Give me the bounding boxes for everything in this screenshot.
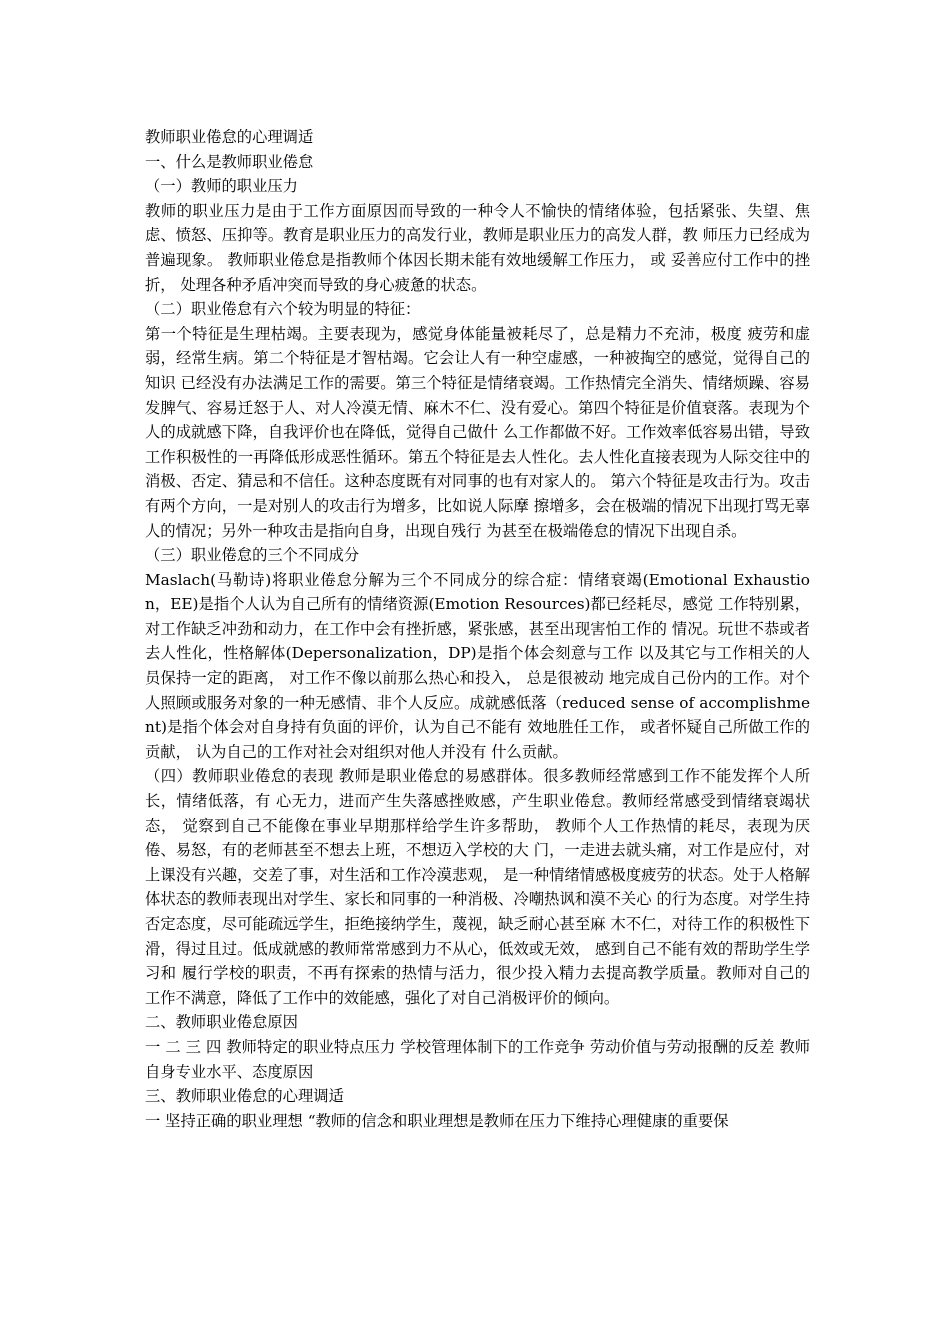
paragraph-three-components: Maslach(马勒诗)将职业倦怠分解为三个不同成分的综合症：情绪衰竭(Emotional Exhaustion，EE)是指个人认为自己所有的情绪资源(Emotion Resources)都已经耗尽，感觉 工作特别累，对工作缺乏冲劲和动力，在工作中会有挫折感，紧张感，甚至出现害怕工作的 情况。玩世不恭或者去人性化，性格解体(Depersonalization，DP)是指个体会刻意与工作 以及其它与工作相关的人员保持一定的距离， 对工作不像以前那么热心和投入， 总是很被动 地完成自己份内的工作。对个人照顾或服务对象的一种无感情、非个人反应。成就感低落（reduced sense of accomplishment)是指个体会对自身持有负面的评价，认为自己不能有 效地胜任工作， 或者怀疑自己所做工作的贡献， 认为自己的工作对社会对组织对他人并没有 什么贡献。 bbox=[145, 570, 810, 761]
paragraph-occupational-stress: 教师的职业压力是由于工作方面原因而导致的一种令人不愉快的情绪体验，包括紧张、失望、焦虑、愤怒、压抑等。教育是职业压力的高发行业，教师是职业压力的高发人群，教 师压力已经成为普遍现象。 教师职业倦怠是指教师个体因长期未能有效地缓解工作压力， 或 妥善应付工作中的挫折， 处理各种矛盾冲突而导致的身心疲惫的状态。 bbox=[145, 201, 810, 294]
document-title: 教师职业倦怠的心理调适 bbox=[145, 128, 314, 146]
subheading-occupational-stress: （一）教师的职业压力 bbox=[145, 177, 298, 196]
subheading-three-components: （三）职业倦怠的三个不同成分 bbox=[145, 546, 360, 565]
paragraph-burnout-manifestations: （四）教师职业倦怠的表现 教师是职业倦怠的易感群体。很多教师经常感到工作不能发挥个人所长，情绪低落，有 心无力，进而产生失落感挫败感，产生职业倦怠。教师经常感受到情绪衰竭状态， 觉察到自己不能像在事业早期那样给学生许多帮助， 教师个人工作热情的耗尽，表现为厌倦、易怒，有的老师甚至不想去上班，不想迈入学校的大 门，一走进去就头痛，对工作是应付，对上课没有兴趣，交差了事，对生活和工作冷漠悲观， 是一种情绪情感极度疲劳的状态。处于人格解体状态的教师表现出对学生、家长和同事的一种消极、冷嘲热讽和漠不关心 的行为态度。对学生持否定态度，尽可能疏远学生，拒绝接纳学生，蔑视，缺乏耐心甚至麻 木不仁，对待工作的积极性下滑，得过且过。低成就感的教师常常感到力不从心，低效或无效， 感到自己不能有效的帮助学生学习和 履行学校的职责，不再有探索的热情与活力，很少投入精力去提高教学质量。教师对自己的 工作不满意，降低了工作中的效能感，强化了对自己消极评价的倾向。 bbox=[145, 767, 810, 1007]
document-body bbox=[145, 125, 810, 1133]
paragraph-adjustment: 一 坚持正确的职业理想 “教师的信念和职业理想是教师在压力下维持心理健康的重要保 bbox=[145, 1111, 729, 1130]
paragraph-causes: 一 二 三 四 教师特定的职业特点压力 学校管理体制下的工作竞争 劳动价值与劳动报酬的反差 教师自身专业水平、态度原因 bbox=[145, 1037, 810, 1081]
section-heading-adjustment: 三、教师职业倦怠的心理调适 bbox=[145, 1087, 344, 1106]
paragraph-six-features: 第一个特征是生理枯竭。主要表现为，感觉身体能量被耗尽了，总是精力不充沛，极度 疲劳和虚弱，经常生病。第二个特征是才智枯竭。它会让人有一种空虚感，一种被掏空的感觉，觉得自己的知识 已经没有办法满足工作的需要。第三个特征是情绪衰竭。工作热情完全消失、情绪烦躁、容易发脾气、容易迁怒于人、对人冷漠无情、麻木不仁、没有爱心。第四个特征是价值衰落。表现为个人的成就感下降，自我评价也在降低，觉得自己做什 么工作都做不好。工作效率低容易出错，导致工作积极性的一再降低形成恶性循环。第五个特征是去人性化。去人性化直接表现为人际交往中的消极、否定、猜忌和不信任。这种态度既有对同事的也有对家人的。 第六个特征是攻击行为。攻击有两个方向，一是对别人的攻击行为增多，比如说人际摩 擦增多，会在极端的情况下出现打骂无辜人的情况；另外一种攻击是指向自身，出现自残行 为甚至在极端倦怠的情况下出现自杀。 bbox=[145, 324, 810, 540]
section-heading-what-is-burnout: 一、什么是教师职业倦怠 bbox=[145, 152, 314, 171]
subheading-six-features: （二）职业倦怠有六个较为明显的特征： bbox=[145, 300, 421, 319]
section-heading-causes: 二、教师职业倦怠原因 bbox=[145, 1013, 298, 1032]
